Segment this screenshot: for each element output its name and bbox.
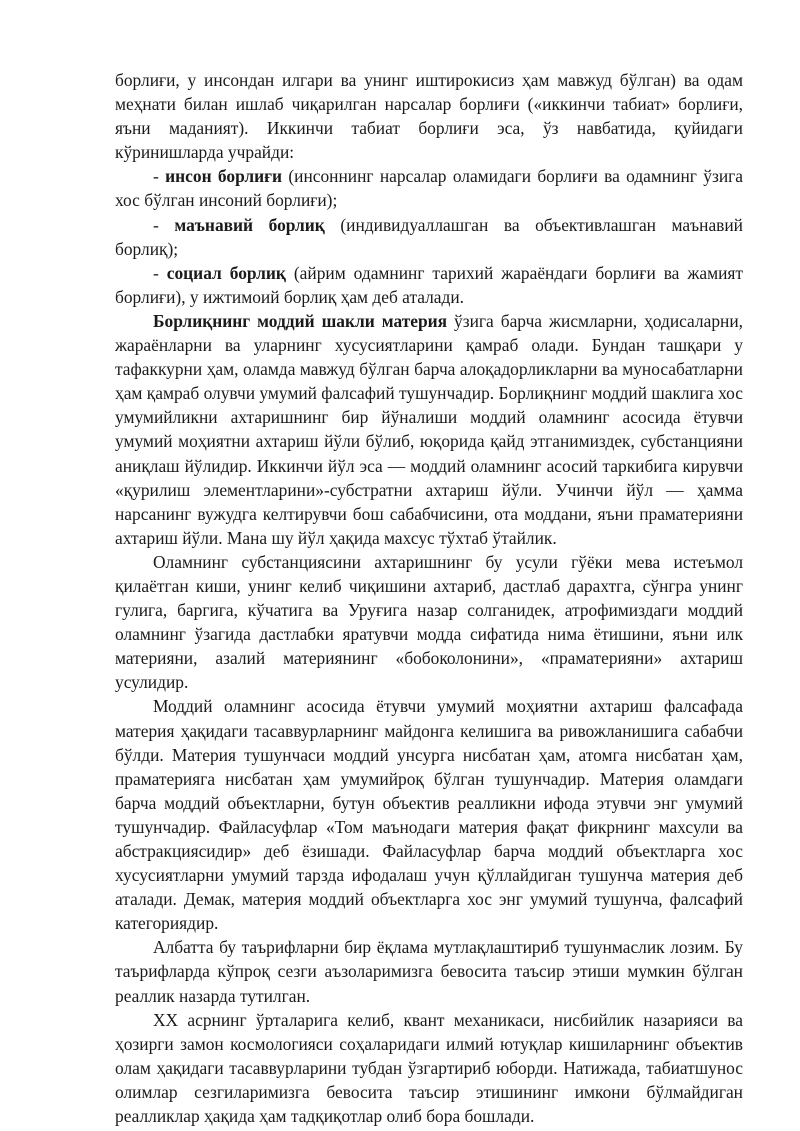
list-item-social-being <box>115 261 743 309</box>
paragraph-text: Моддий оламнинг асосида ётувчи умумий моҳиятни ахтариш фалсафада материя ҳақидаги тасаввурларнинг майдонга келишига ва ривожланишига сабабчи бўлди. Материя тушунчаси моддий унсурга нисбатан ҳам, атомга нисбатан ҳам, праматерияга нисбатан ҳам умумийроқ бўлган тушунчадир. Материя оламдаги барча моддий объектларни, бутун объектив реалликни ифода этувчи энг умумий тушунчадир. Файласуфлар «Том маънодаги материя фақат фикрнинг махсули ва абстракциясидир» деб ёзишади. Файласуфлар барча моддий объектларга хос хусусиятларни умумий тарзда ифодалаш учун қўллайдиган тушунча материя деб аталади. Демак, материя моддий объектларга хос энг умумий тушунча, фалсафий категориядир. <box>115 696 743 934</box>
paragraph-substance-method <box>115 550 743 695</box>
list-dash: - <box>153 262 167 283</box>
paragraph-matter-concept <box>115 694 743 935</box>
term-spiritual-being: маънавий борлиқ <box>174 214 325 235</box>
term-definition: (индивидуаллашган ва объективлашган маънавий борлиқ); <box>115 214 743 259</box>
list-dash: - <box>153 166 166 187</box>
term-social-being: социал борлиқ <box>166 262 286 283</box>
paragraph-text: Албатта бу таърифларни бир ёқлама мутлақлаштириб тушунмаслик лозим. Бу таърифларда кўпроқ сезги аъзоларимизга бевосита таъсир этиши мумкин бўлган реаллик назарда тутилган. <box>115 937 743 1006</box>
term-definition: (инсоннинг нарсалар оламидаги борлиғи ва одамнинг ўзига хос бўлган инсоний борлиғи); <box>115 166 743 211</box>
term-definition: (айрим одамнинг тарихий жараёндаги борлиғи ва жамият борлиғи), у ижтимоий борлиқ ҳам деб аталади. <box>115 262 743 307</box>
list-dash: - <box>153 214 175 235</box>
list-item-spiritual-being <box>115 213 743 261</box>
term-matter: Борлиқнинг моддий шакли материя <box>153 310 448 331</box>
paragraph-matter-form <box>115 309 743 550</box>
list-item-human-being <box>115 164 743 212</box>
paragraph-text: XX асрнинг ўрталарига келиб, квант механикаси, нисбийлик назарияси ва ҳозирги замон космологияси соҳаларидаги илмий ютуқлар кишиларнинг объектив олам ҳақидаги тасаввурларини тубдан ўзгартириб юборди. Натижада, табиатшунос олимлар сезгиларимизга бевосита таъсир этишининг имкони бўлмайдиган реалликлар ҳақида ҳам тадқиқотлар олиб бора бошлади. <box>115 1009 743 1127</box>
document-page <box>115 68 743 1128</box>
paragraph-intro <box>115 68 743 164</box>
paragraph-text: ўзига барча жисмларни, ҳодисаларни, жараёнларни ва уларнинг хусусиятларини қамраб олади. Бундан ташқари у тафаккурни ҳам, оламда мавжуд бўлган барча алоқадорликларни ва муносабатларни ҳам қамраб олувчи умумий фалсафий тушунчадир. Борлиқнинг моддий шаклига хос умумийликни ахтаришнинг бир йўналиши моддий оламнинг асосида ётувчи умумий моҳиятни ахтариш йўли бўлиб, юқорида қайд этганимиздек, субстанцияни аниқлаш йўлидир. Иккинчи йўл эса — моддий оламнинг асосий таркибига кирувчи «қурилиш элементларини»-субстратни ахтариш йўли. Учинчи йўл — ҳамма нарсанинг вужудга келтирувчи бош сабабчисини, ота моддани, яъни праматерияни ахтариш йўли. Мана шу йўл ҳақида махсус тўхтаб ўтайлик. <box>115 310 743 548</box>
term-human-being: инсон борлиғи <box>165 166 283 187</box>
paragraph-text: Оламнинг субстанциясини ахтаришнинг бу усули гўёки мева истеъмол қилаётган киши, унинг келиб чиқишини ахтариб, дастлаб дарахтга, сўнгра унинг гулига, баргига, кўчатига ва Уруғига назар солганидек, атрофимиздаги моддий оламнинг ўзагида дастлабки яратувчи модда сифатида нима ётишини, яъни илк материяни, азалий материянинг «бобоколонини», «праматерияни» ахтариш усулидир. <box>115 551 743 693</box>
paragraph-twentieth-century <box>115 1008 743 1128</box>
paragraph-definitions-note <box>115 935 743 1007</box>
paragraph-text: борлиғи, у инсондан илгари ва унинг иштирокисиз ҳам мавжуд бўлган) ва одам меҳнати билан ишлаб чиқарилган нарсалар борлиғи («иккинчи табиат» борлиғи, яъни маданият). Иккинчи табиат борлиғи эса, ўз навбатида, қуйидаги кўринишларда учрайди: <box>115 70 743 163</box>
